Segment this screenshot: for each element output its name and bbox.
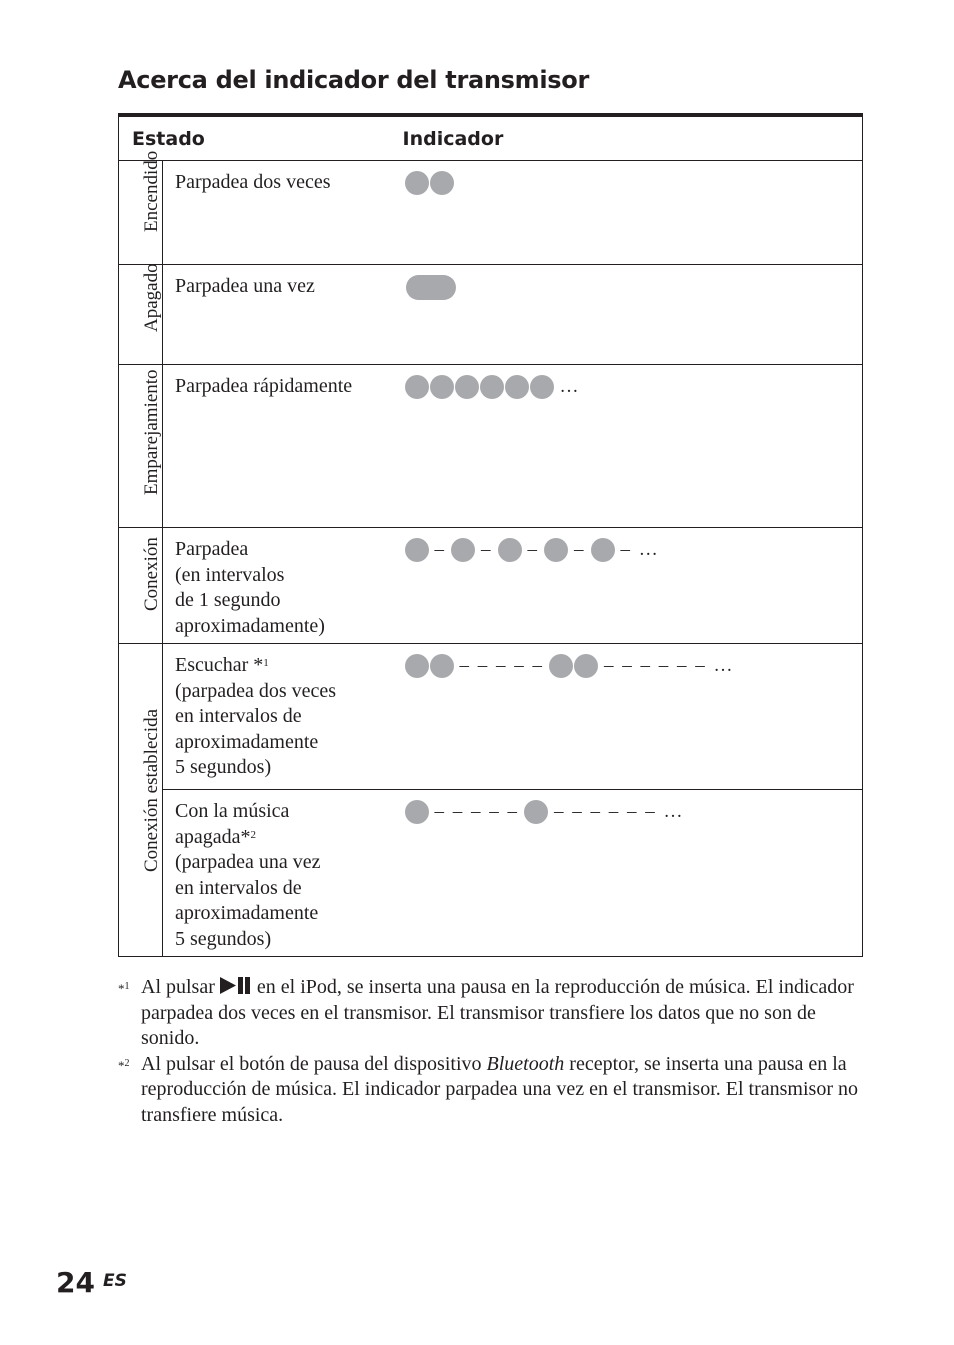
separator: – – – – – xyxy=(459,655,545,676)
lamp-dot-icon xyxy=(405,375,429,399)
state-line: Escuchar *$^1$ xyxy=(175,654,269,676)
separator: – xyxy=(434,539,447,560)
lamp-dot-icon xyxy=(530,375,554,399)
lamp-dot-icon xyxy=(549,654,573,678)
page-number: 24 xyxy=(56,1266,95,1299)
page-language: ES xyxy=(103,1271,127,1291)
group-label-apagado: Apagado xyxy=(119,265,163,365)
lamp-dot-icon xyxy=(451,538,475,562)
group-label-encendido: Encendido xyxy=(119,161,163,265)
table-row xyxy=(119,644,863,790)
state-line: aproximadamente xyxy=(175,902,319,924)
separator: – – – – – xyxy=(434,801,520,822)
separator-tail: – … xyxy=(620,539,660,560)
section-heading: Acerca del indicador del transmisor xyxy=(118,66,589,94)
lamp-dot-icon xyxy=(455,375,479,399)
indicator-apagado xyxy=(397,265,863,365)
lamp-dot-icon xyxy=(405,171,429,195)
lamp-dot-icon xyxy=(405,800,429,824)
state-line: Parpadea xyxy=(175,538,249,560)
separator: – xyxy=(527,539,540,560)
table-row xyxy=(119,161,863,265)
state-line: (parpadea una vez xyxy=(175,851,321,873)
indicator-emparejamiento xyxy=(397,365,863,528)
state-line: en intervalos de xyxy=(175,876,302,899)
footnote-mark: *$^2$ xyxy=(118,1057,130,1073)
state-line: Con la música xyxy=(175,800,290,822)
group-label-emparejamiento: Emparejamiento xyxy=(119,365,163,528)
lamp-dot-icon xyxy=(430,654,454,678)
state-line: aproximadamente xyxy=(175,730,319,753)
table-row xyxy=(119,365,863,528)
lamp-dot-icon xyxy=(480,375,504,399)
lamp-dot-icon xyxy=(574,654,598,678)
state-line: (parpadea dos veces xyxy=(175,679,337,702)
state-line: 5 segundos) xyxy=(175,756,272,778)
state-apagado: Parpadea una vez xyxy=(163,265,397,365)
lamp-dot-icon xyxy=(405,538,429,562)
group-label-conexion-establecida: Conexión establecida xyxy=(119,644,163,957)
footnotes xyxy=(118,975,863,1128)
play-pause-icon xyxy=(220,977,252,994)
separator-tail: – – – – – – … xyxy=(554,801,685,822)
separator: – xyxy=(574,539,586,560)
header-indicador: Indicador xyxy=(397,115,863,161)
footnote-text: Al pulsar el botón de pausa del dispositivo xyxy=(141,1052,487,1075)
table-row xyxy=(119,790,863,957)
indicator-table xyxy=(118,113,863,957)
state-line: apagada*$^2$ xyxy=(175,825,257,848)
footnote-2 xyxy=(118,1052,863,1129)
footnote-italic: Bluetooth xyxy=(486,1052,565,1075)
lamp-long-icon xyxy=(406,275,456,300)
separator: – xyxy=(481,539,493,560)
table-header-row xyxy=(119,115,863,161)
state-line: 5 segundos) xyxy=(175,927,272,950)
group-label-conexion: Conexión xyxy=(119,528,163,644)
header-estado: Estado xyxy=(119,115,397,161)
lamp-dot-icon xyxy=(498,538,522,562)
footnote-text: receptor, se inserta una pausa en la reproducción de música. El indicador parpadea una vez en el transmisor. El transmisor no transfiere música. xyxy=(141,1052,858,1126)
lamp-dot-icon xyxy=(591,538,615,562)
state-line: de 1 segundo xyxy=(175,589,281,611)
footnote-text: en el iPod, se inserta una pausa en la reproducción de música. El indicador parpadea dos veces en el transmisor. El transmisor transfiere los datos que no son de sonido. xyxy=(141,976,854,1049)
footnote-1 xyxy=(118,975,863,1052)
separator-tail: – – – – – – … xyxy=(604,655,735,676)
lamp-dot-icon xyxy=(405,654,429,678)
indicator-conexion xyxy=(397,528,863,644)
table-row xyxy=(119,528,863,644)
indicator-escuchar xyxy=(397,644,863,790)
indicator-musica-apagada xyxy=(397,790,863,957)
indicator-encendido xyxy=(397,161,863,265)
lamp-dot-icon xyxy=(430,171,454,195)
state-encendido: Parpadea dos veces xyxy=(163,161,397,265)
table-row xyxy=(119,265,863,365)
state-emparejamiento: Parpadea rápidamente xyxy=(163,365,397,528)
footnote-text: Al pulsar xyxy=(141,976,220,998)
lamp-dot-icon xyxy=(544,538,568,562)
lamp-dot-icon xyxy=(505,375,529,399)
state-escuchar xyxy=(163,644,397,790)
state-conexion xyxy=(163,528,397,644)
state-line: aproximadamente) xyxy=(175,614,325,637)
state-musica-apagada xyxy=(163,790,397,957)
footnote-mark: *$^1$ xyxy=(118,981,130,996)
ellipsis: … xyxy=(559,376,581,397)
state-line: en intervalos de xyxy=(175,705,302,727)
state-line: (en intervalos xyxy=(175,563,285,586)
lamp-dot-icon xyxy=(430,375,454,399)
lamp-dot-icon xyxy=(524,800,548,824)
